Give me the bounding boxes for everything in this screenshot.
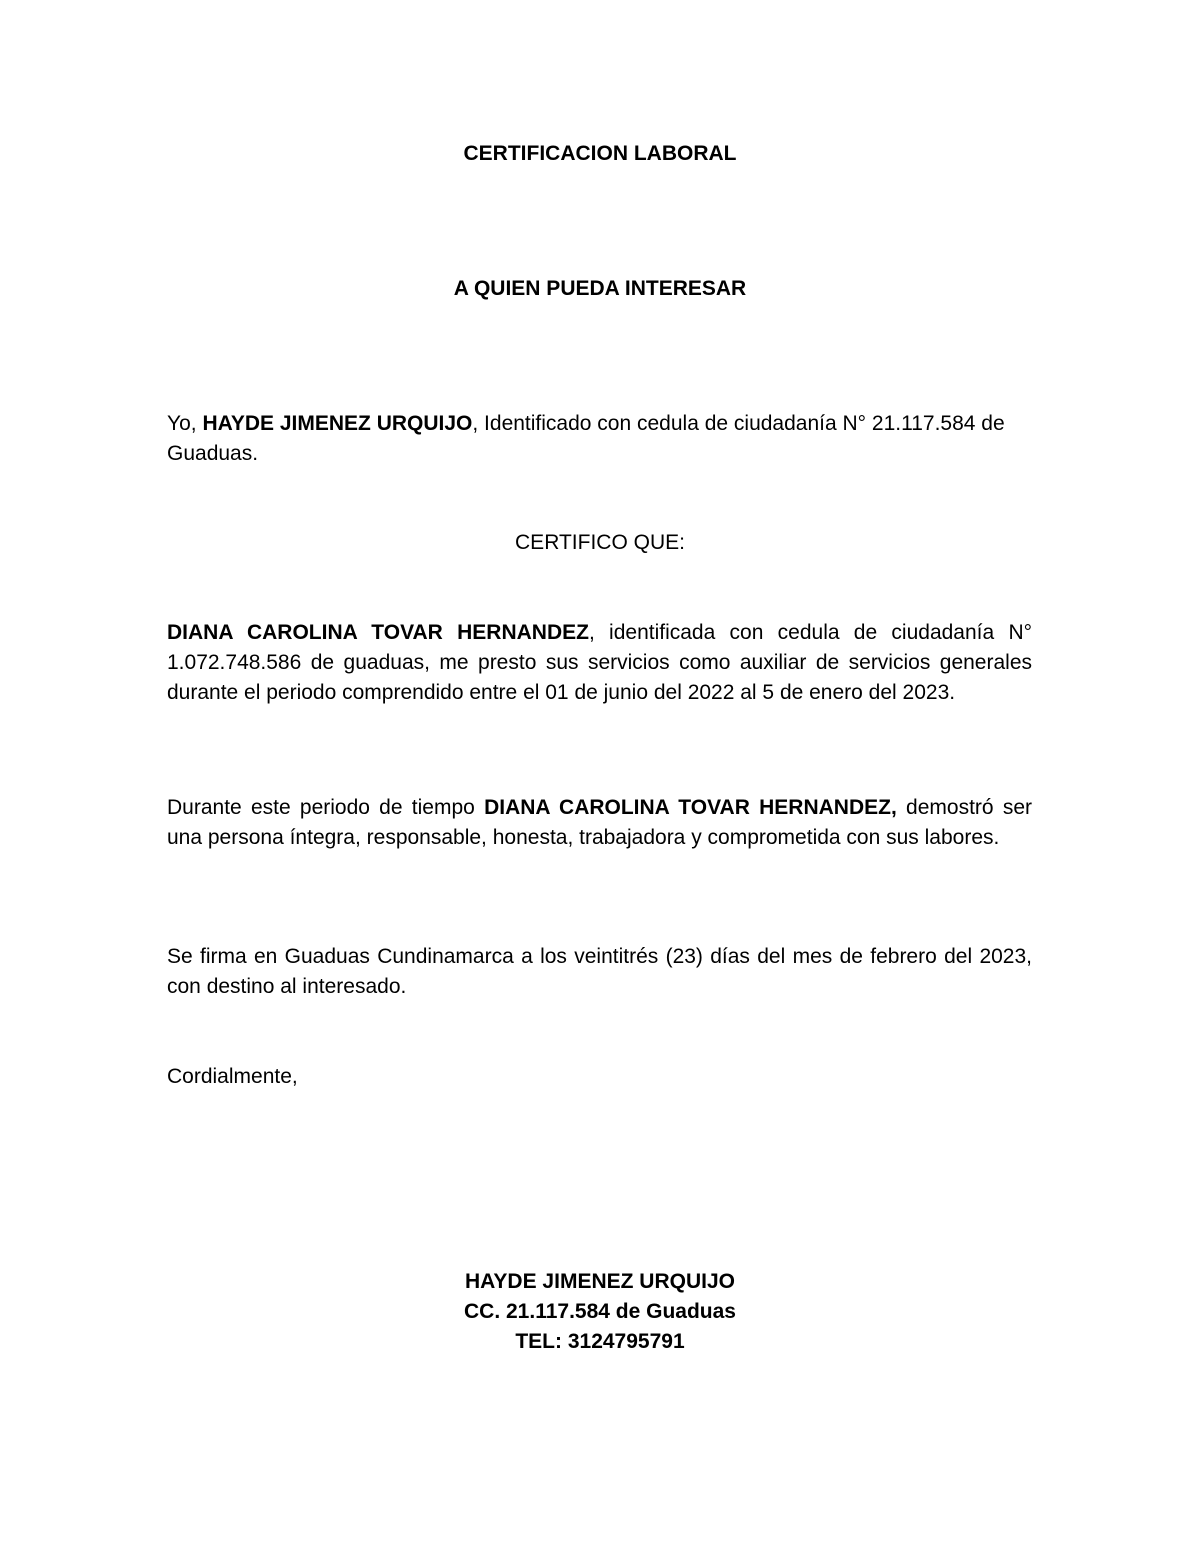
paragraph-employment [167,618,1032,708]
document-title: CERTIFICACION LABORAL [463,142,737,165]
declarant-name: HAYDE JIMENEZ URQUIJO [202,412,473,435]
signature-phone: TEL: 3124795791 [515,1330,685,1353]
signature-id: CC. 21.117.584 de Guaduas [464,1300,736,1323]
certifico-heading: CERTIFICO QUE: [515,531,685,554]
paragraph-declarant-prefix: Yo, [167,412,203,435]
employee-name: DIANA CAROLINA TOVAR HERNANDEZ [167,621,589,644]
signature-name: HAYDE JIMENEZ URQUIJO [465,1270,735,1293]
paragraph-declarant-suffix: , Identificado con cedula de ciudadanía N° 21.117.584 de Guaduas. [167,412,1005,465]
paragraph-conduct-prefix: Durante este periodo de tiempo [167,796,485,819]
paragraph-declarant [167,409,1032,469]
employee-name-conduct: DIANA CAROLINA TOVAR HERNANDEZ, [484,796,897,819]
salutation: A QUIEN PUEDA INTERESAR [453,277,747,300]
paragraph-conduct [167,793,1032,853]
paragraph-employment-text: , identificada con cedula de ciudadanía N° 1.072.748.586 de guaduas, me presto sus servicios como auxiliar de servicios generales durante el periodo comprendido entre el 01 de junio del 2022 al 5 de enero del 2023. [167,621,1033,704]
paragraph-signed-date: Se firma en Guaduas Cundinamarca a los veintitrés (23) días del mes de febrero del 2023, con destino al interesado. [167,945,1032,998]
paragraph-conduct-suffix: demostró ser una persona íntegra, responsable, honesta, trabajadora y comprometida con sus labores. [167,796,1032,849]
closing: Cordialmente, [167,1065,298,1088]
